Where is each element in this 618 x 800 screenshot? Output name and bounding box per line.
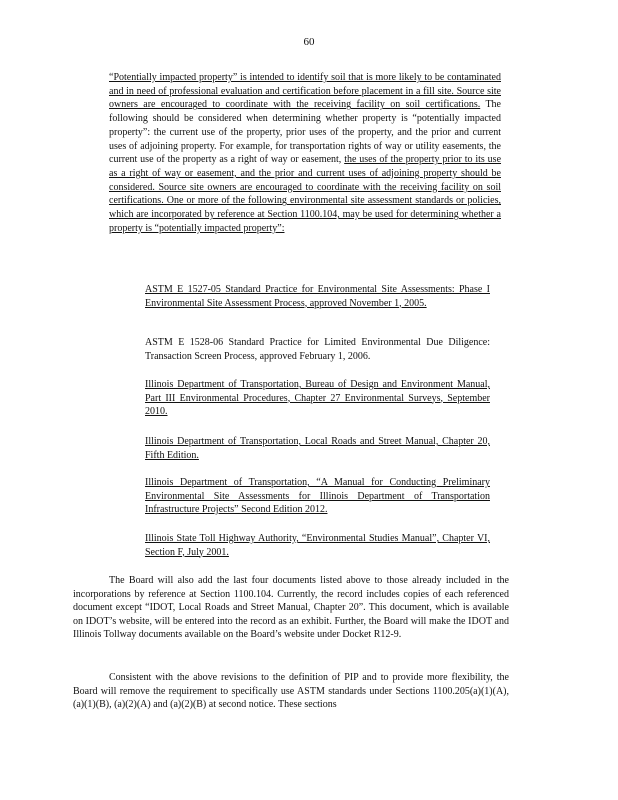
reference-tollway-manual: Illinois State Toll Highway Authority, “Environmental Studies Manual”, Chapter VI, Section F, July 2001.: [145, 533, 490, 558]
reference-idot-esa-manual: Illinois Department of Transportation, “A Manual for Conducting Preliminary Environmental Site Assessments for Illinois Department of Transportation Infrastructure Projects” Second Edition 2012.: [145, 477, 490, 515]
quoted-deleted: The following should be considered when determining whether property is “potentially impacted property”: the current use of the property, prior uses of the property, and the prior and current uses of adjoining property. For example, for transportation rights of way or utility easements, the current use of the property as a right of way or easement,: [109, 99, 501, 166]
quoted-intro: “Potentially impacted property” is intended to identify soil that is more likely to be contaminated and in need of professional evaluation and certification before placement in a fill site. Source site owners are encouraged to coordinate with the receiving facility on soil certifications.: [109, 72, 501, 111]
reference-astm-e1527: ASTM E 1527-05 Standard Practice for Environmental Site Assessments: Phase I Environmental Site Assessment Process, approved November 1, 2005.: [145, 284, 490, 309]
page-number: 60: [303, 36, 315, 48]
quoted-inserted: the uses of the property prior to its use as a right of way or easement, and the prior and current uses of adjoining property should be considered. Source site owners are encouraged to coordinate with the receiving facility on soil certifications. One or more of the following environmental site assessment standards or policies, which are incorporated by reference at Section 1100.104, may be used for determining whether a property is “potentially impacted property”:: [109, 154, 502, 234]
body-paragraph-2: Consistent with the above revisions to the definition of PIP and to provide more flexibility, the Board will remove the requirement to specifically use ASTM standards under Sections 1100.205(a)(1)(A), (a)(1)(B), (a)(2)(A) and (a)(2)(B) at second notice. These sections: [73, 672, 509, 711]
quoted-rule-text: [109, 71, 501, 235]
reference-astm-e1528: ASTM E 1528-06 Standard Practice for Limited Environmental Due Diligence: Transaction Screen Process, approved February 1, 2006.: [145, 337, 490, 362]
reference-idot-bde-manual: Illinois Department of Transportation, Bureau of Design and Environment Manual, Part III Environmental Procedures, Chapter 27 Environmental Surveys, September 2010.: [145, 379, 490, 417]
body-paragraph-1: The Board will also add the last four documents listed above to those already included in the incorporations by reference at Section 1100.104. Currently, the record includes copies of each referenced document except “IDOT, Local Roads and Street Manual, Chapter 20”. This document, which is available on IDOT’s website, will be entered into the record as an exhibit. Further, the Board will make the IDOT and Illinois Tollway documents available on the Board’s website under Docket R12-9.: [73, 575, 509, 641]
reference-idot-local-roads: Illinois Department of Transportation, Local Roads and Street Manual, Chapter 20, Fifth Edition.: [145, 436, 490, 461]
